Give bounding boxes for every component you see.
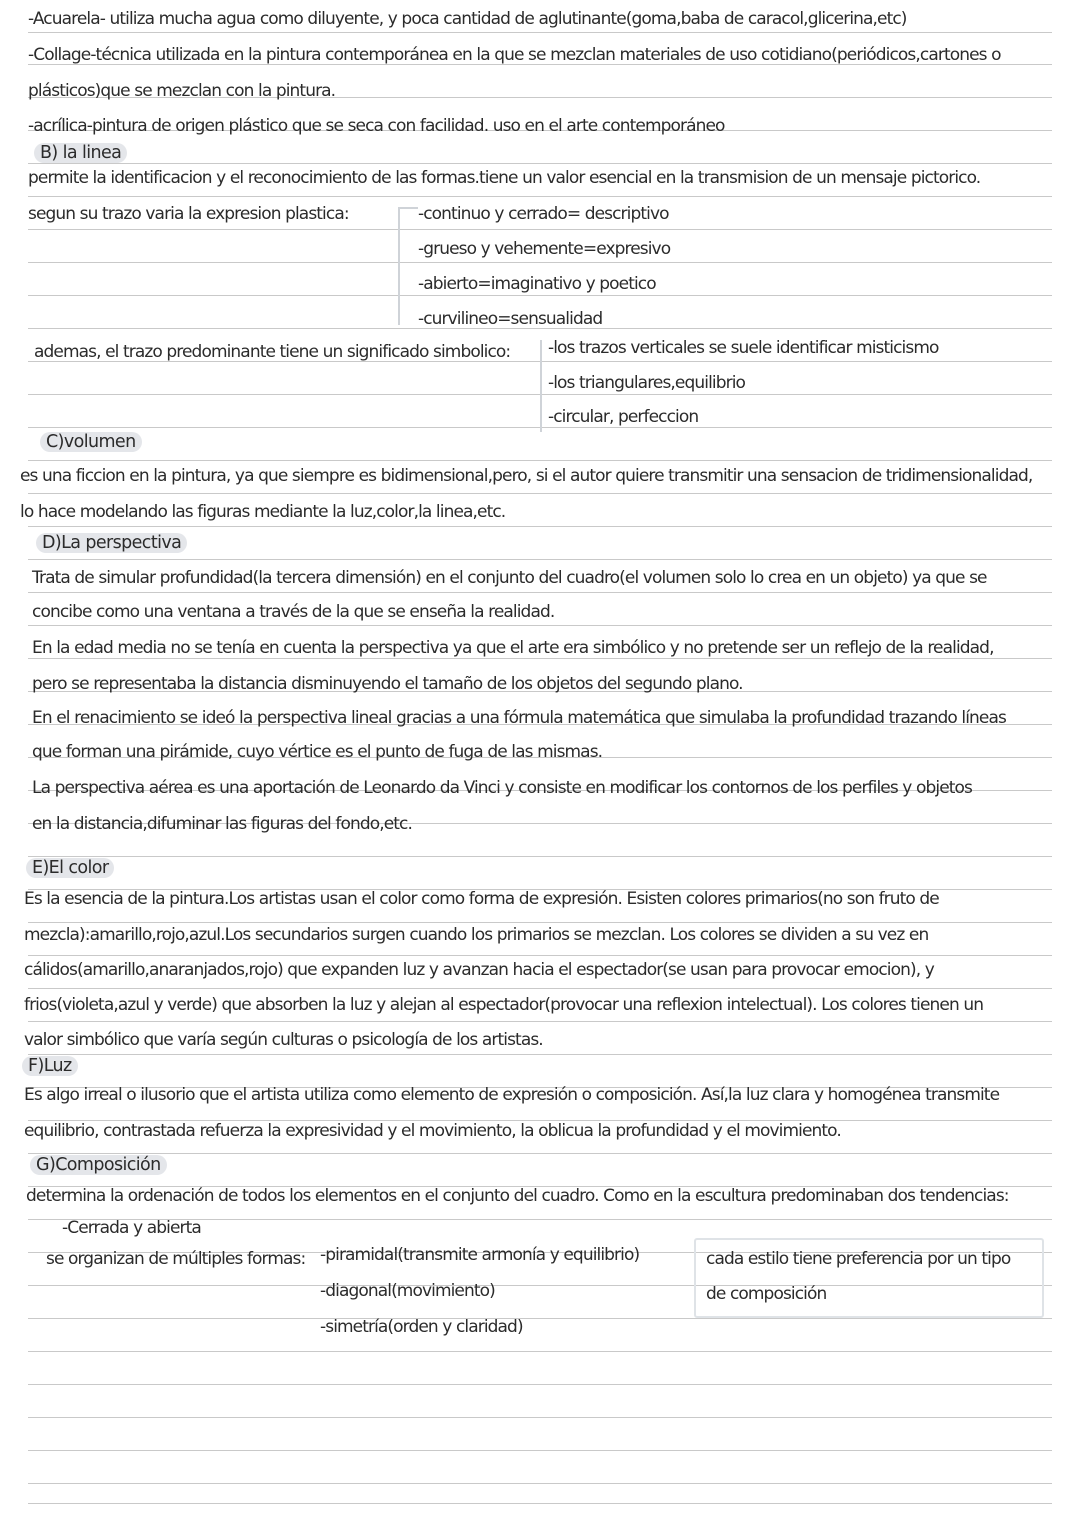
collage-line-1: -Collage-técnica utilizada en la pintura contemporánea en la que se mezclan materiales de uso cotidiano(periódicos,cartones o bbox=[28, 45, 1001, 65]
trazo-item-3: -abierto=imaginativo y poetico bbox=[418, 274, 656, 294]
simbolico-item-3: -circular, perfeccion bbox=[548, 407, 699, 427]
rule-line bbox=[28, 460, 1052, 461]
rule-line bbox=[28, 32, 1052, 33]
heading-luz-text: F)Luz bbox=[22, 1056, 78, 1076]
rule-line bbox=[28, 526, 1052, 527]
trazo-item-2: -grueso y vehemente=expresivo bbox=[418, 239, 671, 259]
rule-line bbox=[28, 1153, 1052, 1154]
bracket-top-trazo bbox=[398, 207, 418, 209]
heading-volumen-text: C)volumen bbox=[40, 432, 142, 452]
rule-line bbox=[28, 295, 1052, 296]
rule-line bbox=[28, 163, 1052, 164]
rule-line bbox=[28, 493, 1052, 494]
rule-line bbox=[28, 592, 1052, 593]
rule-line bbox=[28, 1318, 1052, 1319]
rule-line bbox=[28, 1503, 1052, 1504]
perspectiva-line-5: En el renacimiento se ideó la perspectiva lineal gracias a una fórmula matemática que simulaba la profundidad trazando líneas bbox=[32, 708, 1006, 728]
simbolico-label: ademas, el trazo predominante tiene un significado simbolico: bbox=[34, 342, 511, 362]
perspectiva-line-3: En la edad media no se tenía en cuenta la perspectiva ya que el arte era simbólico y no pretende ser un reflejo de la realidad, bbox=[32, 638, 994, 658]
forma-item-3: -simetría(orden y claridad) bbox=[320, 1317, 523, 1337]
rule-line bbox=[28, 1384, 1052, 1385]
color-line-5: valor simbólico que varía según culturas o psicología de los artistas. bbox=[24, 1030, 543, 1050]
trazo-item-4: -curvilineo=sensualidad bbox=[418, 309, 603, 329]
forma-item-2: -diagonal(movimiento) bbox=[320, 1281, 495, 1301]
heading-linea bbox=[34, 142, 127, 164]
rule-line bbox=[28, 625, 1052, 626]
rule-line bbox=[28, 922, 1052, 923]
perspectiva-line-8: en la distancia,difuminar las figuras del fondo,etc. bbox=[32, 814, 412, 834]
bracket-simbolico bbox=[540, 340, 542, 432]
rule-line bbox=[28, 196, 1052, 197]
formas-label: se organizan de múltiples formas: bbox=[46, 1249, 306, 1269]
rule-line bbox=[28, 229, 1052, 230]
perspectiva-line-4: pero se representaba la distancia disminuyendo el tamaño de los objetos del segundo plano. bbox=[32, 674, 743, 694]
composicion-line-2: -Cerrada y abierta bbox=[62, 1218, 201, 1238]
color-line-2: mezcla):amarillo,rojo,azul.Los secundarios surgen cuando los primarios se mezclan. Los colores se dividen a su vez en bbox=[24, 925, 929, 945]
bracket-trazo bbox=[398, 207, 400, 325]
heading-perspectiva-text: D)La perspectiva bbox=[36, 533, 187, 553]
rule-line bbox=[28, 988, 1052, 989]
rule-line bbox=[28, 559, 1052, 560]
rule-line bbox=[28, 1351, 1052, 1352]
perspectiva-line-1: Trata de simular profundidad(la tercera dimensión) en el conjunto del cuadro(el volumen solo lo crea en un objeto) ya que se bbox=[32, 568, 987, 588]
heading-linea-text: B) la linea bbox=[34, 143, 127, 163]
trazo-item-1: -continuo y cerrado= descriptivo bbox=[418, 204, 669, 224]
volumen-line-2: lo hace modelando las figuras mediante la luz,color,la linea,etc. bbox=[20, 502, 506, 522]
rule-line bbox=[28, 1450, 1052, 1451]
simbolico-item-2: -los triangulares,equilibrio bbox=[548, 373, 746, 393]
note-line-1: cada estilo tiene preferencia por un tipo bbox=[706, 1249, 1011, 1269]
simbolico-item-1: -los trazos verticales se suele identificar misticismo bbox=[548, 338, 939, 358]
rule-line bbox=[28, 1483, 1052, 1484]
heading-color bbox=[26, 857, 114, 879]
heading-perspectiva bbox=[36, 532, 187, 554]
perspectiva-line-7: La perspectiva aérea es una aportación de Leonardo da Vinci y consiste en modificar los contornos de los perfiles y objetos bbox=[32, 778, 972, 798]
rule-line bbox=[28, 1417, 1052, 1418]
composicion-line-1: determina la ordenación de todos los elementos en el conjunto del cuadro. Como en la escultura predominaban dos tendencias: bbox=[26, 1186, 1009, 1206]
rule-line bbox=[28, 856, 1052, 857]
acuarela-line: -Acuarela- utiliza mucha agua como diluyente, y poca cantidad de aglutinante(goma,baba de caracol,glicerina,etc) bbox=[28, 9, 907, 29]
heading-composicion bbox=[30, 1154, 167, 1176]
perspectiva-line-6: que forman una pirámide, cuyo vértice es el punto de fuga de las mismas. bbox=[32, 742, 603, 762]
rule-line bbox=[28, 1021, 1052, 1022]
luz-line-2: equilibrio, contrastada refuerza la expresividad y el movimiento, la oblicua la profundidad y el movimiento. bbox=[24, 1121, 841, 1141]
heading-composicion-text: G)Composición bbox=[30, 1155, 167, 1175]
color-line-3: cálidos(amarillo,anaranjados,rojo) que expanden luz y avanzan hacia el espectador(se usan para provocar emocion), y bbox=[24, 960, 934, 980]
heading-volumen bbox=[40, 431, 142, 453]
perspectiva-line-2: concibe como una ventana a través de la que se enseña la realidad. bbox=[32, 602, 555, 622]
trazo-label: segun su trazo varia la expresion plastica: bbox=[28, 204, 349, 224]
acrilica-line: -acrílica-pintura de origen plástico que se seca con facilidad. uso en el arte contemporáneo bbox=[28, 116, 725, 136]
rule-line bbox=[28, 955, 1052, 956]
note-line-2: de composición bbox=[706, 1284, 827, 1304]
luz-line-1: Es algo irreal o ilusorio que el artista utiliza como elemento de expresión o composición. Así,la luz clara y homogénea transmite bbox=[24, 1085, 1000, 1105]
forma-item-1: -piramidal(transmite armonía y equilibrio) bbox=[320, 1245, 640, 1265]
heading-color-text: E)El color bbox=[26, 858, 114, 878]
linea-line-1: permite la identificacion y el reconocimiento de las formas.tiene un valor esencial en la transmision de un mensaje pictorico. bbox=[28, 168, 981, 188]
volumen-line-1: es una ficcion en la pintura, ya que siempre es bidimensional,pero, si el autor quiere transmitir una sensacion de tridimensionalidad, bbox=[20, 466, 1033, 486]
color-line-1: Es la esencia de la pintura.Los artistas usan el color como forma de expresión. Esisten colores primarios(no son fruto de bbox=[24, 889, 939, 909]
color-line-4: frios(violeta,azul y verde) que absorben la luz y alejan al espectador(provocar una reflexion intelectual). Los colores tienen un bbox=[24, 995, 984, 1015]
rule-line bbox=[28, 1054, 1052, 1055]
rule-line bbox=[28, 262, 1052, 263]
collage-line-2: plásticos)que se mezclan con la pintura. bbox=[28, 81, 336, 101]
heading-luz bbox=[22, 1055, 78, 1077]
